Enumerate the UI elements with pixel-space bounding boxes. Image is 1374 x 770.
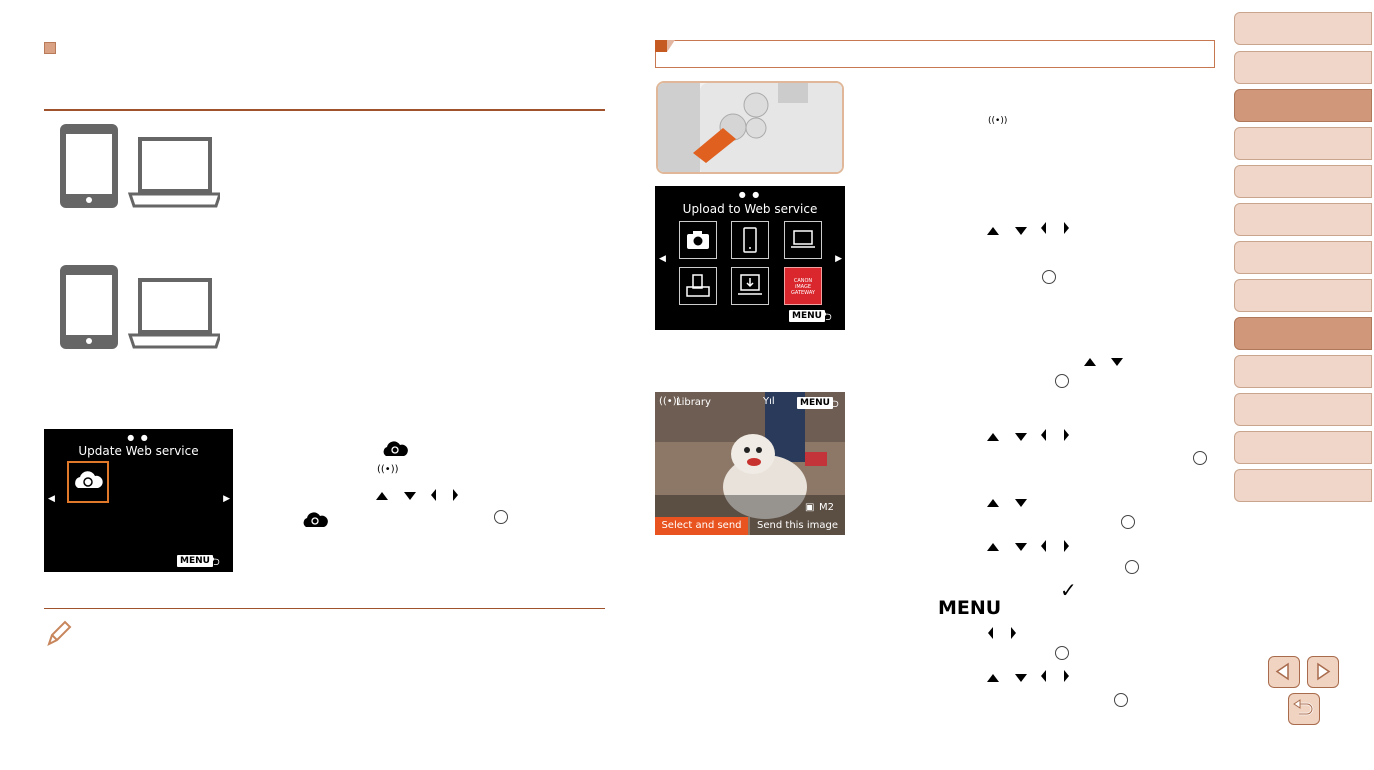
triangle-right-icon <box>1308 657 1337 686</box>
menu-button[interactable]: MENU <box>177 555 213 567</box>
image-gateway-tile[interactable] <box>784 267 822 305</box>
checkmark-icon: ✓ <box>1060 578 1077 602</box>
sidebar-tab[interactable] <box>1234 127 1372 160</box>
section-header-marker-icon <box>655 40 667 52</box>
menu-button-label: MENU <box>938 597 1002 619</box>
sidebar-tab[interactable] <box>1234 203 1372 236</box>
menu-button[interactable]: MENU <box>789 310 825 322</box>
cloud-refresh-icon <box>381 438 409 458</box>
printer-tile[interactable] <box>679 267 717 305</box>
send-this-image-button[interactable]: Send this image <box>750 517 845 535</box>
smartphone-tile[interactable] <box>731 221 769 259</box>
image-gateway-logo: CANON iMAGE GATEWAY <box>791 278 815 296</box>
smartphone-laptop-icon <box>60 265 220 351</box>
image-size-icon: ▣ <box>805 502 815 513</box>
library-label: Library <box>676 397 711 408</box>
down-arrow-icon <box>1111 358 1123 366</box>
right-arrow-icon <box>1011 627 1016 639</box>
screen-title: Upload to Web service <box>682 202 818 216</box>
func-set-icon <box>1121 515 1135 529</box>
sidebar-tab[interactable] <box>1234 12 1372 45</box>
sidebar-tab[interactable] <box>1234 431 1372 464</box>
sidebar-tab[interactable] <box>1234 165 1372 198</box>
sidebar-tab[interactable] <box>1234 279 1372 312</box>
menu-button[interactable]: MENU <box>797 397 833 409</box>
down-arrow-icon <box>404 492 416 500</box>
camera-wifi-button-photo <box>656 81 844 174</box>
wifi-icon: ((•)) <box>659 396 681 407</box>
up-arrow-icon <box>987 433 999 441</box>
right-arrow-icon <box>1064 429 1069 441</box>
sidebar-tab[interactable] <box>1234 51 1372 84</box>
arrow-left-icon: ◀ <box>48 494 55 504</box>
arrow-left-icon: ◀ <box>659 254 666 264</box>
update-cloud-tile[interactable] <box>67 461 109 503</box>
smartphone-icon <box>732 222 768 258</box>
section-marker-icon <box>44 42 56 54</box>
right-arrow-icon <box>1064 540 1069 552</box>
down-arrow-icon <box>1015 543 1027 551</box>
pencil-note-icon <box>45 618 73 648</box>
sidebar-tab[interactable] <box>1234 355 1372 388</box>
wifi-icon: ((•)) <box>988 116 1008 126</box>
screen-title: Update Web service <box>78 444 199 458</box>
select-and-send-button[interactable]: Select and send <box>655 517 748 535</box>
left-arrow-icon <box>1041 222 1046 234</box>
cloud-refresh-icon <box>301 509 329 529</box>
wifi-icon: ((•)) <box>377 464 399 475</box>
back-icon: ⮌ <box>211 555 220 568</box>
left-arrow-icon <box>1041 540 1046 552</box>
previous-page-button[interactable] <box>1268 656 1300 688</box>
down-arrow-icon <box>1015 227 1027 235</box>
note-divider <box>44 608 605 609</box>
section-divider <box>44 109 605 111</box>
up-arrow-icon <box>987 227 999 235</box>
update-web-service-screen <box>44 429 233 572</box>
left-arrow-icon <box>431 489 436 501</box>
computer-download-tile[interactable] <box>731 267 769 305</box>
back-icon: ⮌ <box>830 397 839 410</box>
next-page-button[interactable] <box>1307 656 1339 688</box>
sidebar-tab[interactable] <box>1234 393 1372 426</box>
dog-photo-image <box>655 392 845 535</box>
smartphone-laptop-icon <box>60 124 220 210</box>
computer-download-icon <box>732 268 768 304</box>
library-send-screen <box>655 392 845 535</box>
back-icon: ⮌ <box>823 310 832 323</box>
printer-icon <box>680 268 716 304</box>
left-arrow-icon <box>1041 670 1046 682</box>
arrow-right-icon: ▶ <box>835 254 842 264</box>
section-header-box <box>655 40 1215 68</box>
left-arrow-icon <box>1041 429 1046 441</box>
up-arrow-icon <box>987 543 999 551</box>
down-arrow-icon <box>1015 433 1027 441</box>
left-arrow-icon <box>988 627 993 639</box>
func-set-icon <box>1193 451 1207 465</box>
func-set-icon <box>1055 374 1069 388</box>
func-set-icon <box>1125 560 1139 574</box>
return-button[interactable] <box>1288 693 1320 725</box>
right-arrow-icon <box>453 489 458 501</box>
page-dots: ● ● <box>127 433 150 442</box>
camera-icon <box>680 222 716 258</box>
return-arrow-icon <box>1289 694 1318 723</box>
down-arrow-icon <box>1015 499 1027 507</box>
laptop-icon <box>785 222 821 258</box>
func-set-icon <box>1055 646 1069 660</box>
down-arrow-icon <box>1015 674 1027 682</box>
cloud-refresh-icon <box>69 463 107 501</box>
page-dots: ● ● <box>738 190 762 199</box>
sidebar-tab[interactable] <box>1234 89 1372 122</box>
signal-strength-icon: Yıl <box>763 396 775 407</box>
right-arrow-icon <box>1064 222 1069 234</box>
arrow-right-icon: ▶ <box>223 494 230 504</box>
sidebar-tab[interactable] <box>1234 241 1372 274</box>
computer-tile[interactable] <box>784 221 822 259</box>
sidebar-tab[interactable] <box>1234 469 1372 502</box>
right-arrow-icon <box>1064 670 1069 682</box>
func-set-icon <box>494 510 508 524</box>
up-arrow-icon <box>376 492 388 500</box>
sidebar-tab[interactable] <box>1234 317 1372 350</box>
up-arrow-icon <box>987 674 999 682</box>
upload-web-service-screen <box>655 186 845 330</box>
image-size-label: M2 <box>819 502 834 513</box>
func-set-icon <box>1042 270 1056 284</box>
camera-tile[interactable] <box>679 221 717 259</box>
triangle-left-icon <box>1269 657 1298 686</box>
up-arrow-icon <box>1084 358 1096 366</box>
section-header-slant <box>667 40 675 52</box>
func-set-icon <box>1114 693 1128 707</box>
up-arrow-icon <box>987 499 999 507</box>
